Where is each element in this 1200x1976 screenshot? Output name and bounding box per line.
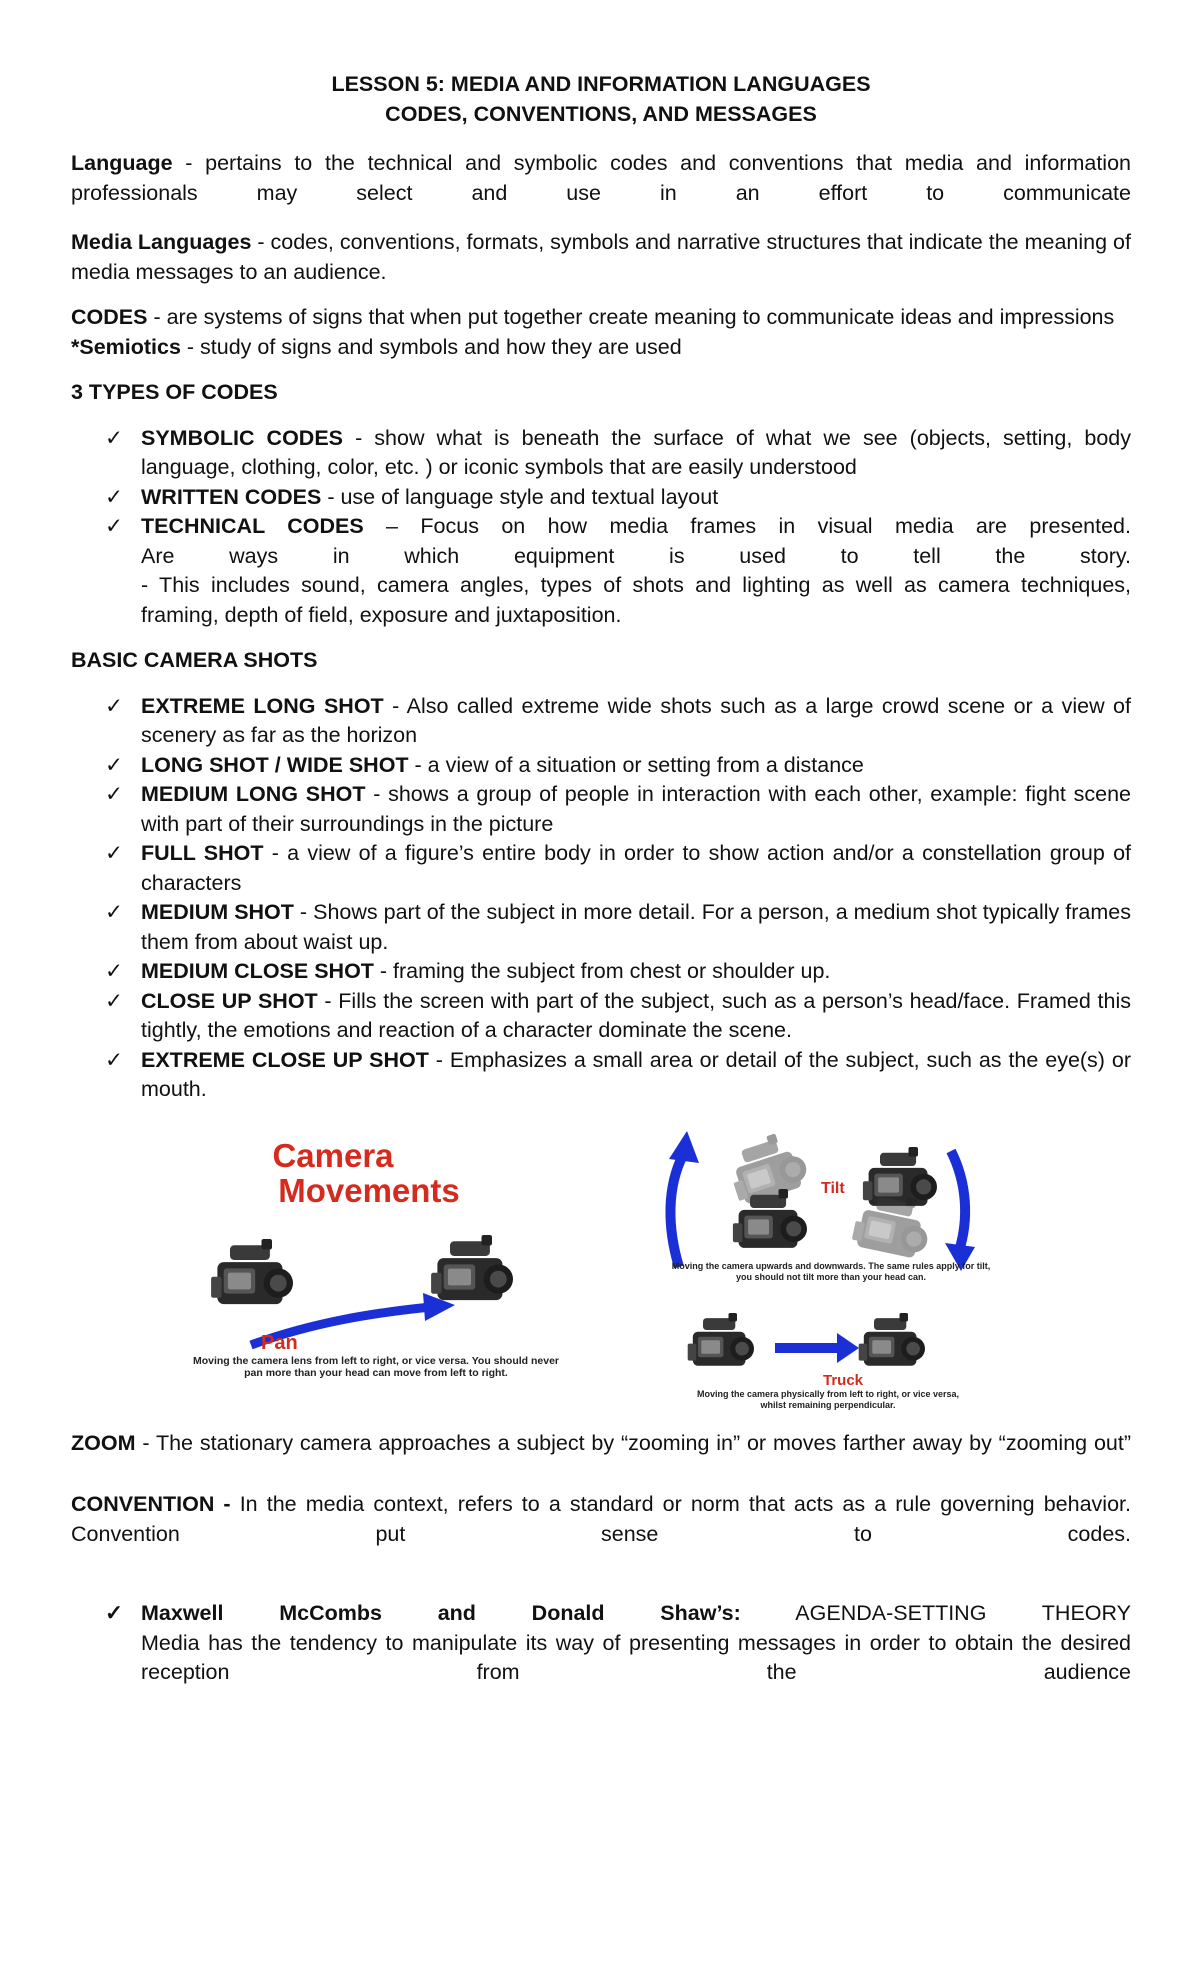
media-languages-definition (71, 228, 1131, 287)
pan-right-camera-icon (431, 1235, 513, 1300)
agenda-text: Media has the tendency to manipulate its way of presenting messages in order to obtain the desired reception from the audience (141, 1630, 1131, 1684)
camera-movements-illustration (71, 1127, 1131, 1417)
truck-left-camera-icon (688, 1313, 754, 1366)
agenda-setting-list (71, 1599, 1131, 1688)
agenda-authors: Maxwell McCombs and Donald Shaw’s: (141, 1601, 741, 1625)
codes-text: - are systems of signs that when put together create meaning to communicate ideas and impressions (147, 305, 1115, 329)
code-text-line2: Are ways in which equipment is used to tell the story. (141, 543, 1131, 568)
checkmark-icon: ✓ (105, 484, 124, 509)
code-term: SYMBOLIC CODES (141, 425, 343, 450)
list-item (105, 957, 1131, 987)
zoom-text: - The stationary camera approaches a subject by “zooming in” or moves farther away by “zooming out” (135, 1430, 1131, 1455)
types-of-codes-heading: 3 TYPES OF CODES (71, 380, 278, 404)
checkmark-icon: ✓ (105, 900, 124, 924)
list-item (105, 1599, 1131, 1688)
shot-text: - Shows part of the subject in more detail. For a person, a medium shot typically frames them from about waist up. (141, 900, 1131, 954)
media-languages-term: Media Languages (71, 230, 252, 254)
shot-text: - a view of a figure’s entire body in order to show action and/or a constellation group of characters (141, 841, 1132, 895)
truck-arrowhead-icon (837, 1333, 859, 1363)
checkmark-icon: ✓ (105, 782, 124, 806)
checkmark-icon: ✓ (105, 959, 124, 983)
list-item (105, 780, 1131, 839)
checkmark-icon: ✓ (105, 693, 124, 718)
codes-term: CODES (71, 305, 148, 329)
list-item (105, 1046, 1131, 1105)
tilt-down-arrow-icon (951, 1151, 965, 1251)
semiotics-text: - study of signs and symbols and how they are used (180, 334, 682, 359)
shot-term: MEDIUM CLOSE SHOT (141, 959, 374, 983)
shot-text: - Emphasizes a small area or detail of the subject, such as the eye(s) or mouth. (141, 1047, 1131, 1101)
list-item (105, 751, 1131, 781)
pan-left-camera-icon (211, 1239, 293, 1304)
figure-title-line2: Movements (278, 1171, 460, 1209)
convention-text: In the media context, refers to a standard or norm that acts as a rule governing behavior. Convention put sense to codes. (71, 1492, 1131, 1546)
pan-caption: Moving the camera lens from left to right, or vice versa. You should never pan more than your head can move from left to right. (192, 1354, 560, 1379)
shot-text: - a view of a situation or setting from a distance (408, 752, 864, 777)
language-definition (71, 149, 1131, 208)
semiotics-term: *Semiotics (71, 334, 181, 359)
shot-text: - shows a group of people in interaction with each other, example: fight scene with part of their surroundings in the picture (141, 782, 1131, 836)
list-item (105, 898, 1131, 957)
checkmark-icon: ✓ (105, 514, 124, 538)
codes-definition (71, 303, 1131, 333)
convention-definition (71, 1490, 1131, 1549)
code-text: - use of language style and textual layout (321, 484, 719, 509)
shot-text: - Also called extreme wide shots such as a large crowd scene or a view of scenery as far as the horizon (141, 693, 1131, 747)
lesson-subtitle: CODES, CONVENTIONS, AND MESSAGES (385, 101, 817, 126)
shot-term: FULL SHOT (141, 841, 264, 865)
code-term: TECHNICAL CODES (141, 514, 364, 538)
tilt-up-arrow-icon (670, 1155, 683, 1267)
language-text: - pertains to the technical and symbolic codes and conventions that media and information professionals may select and use in an effort to communicate (71, 151, 1131, 205)
agenda-theory-name: AGENDA-SETTING THEORY (740, 1601, 1131, 1625)
checkmark-icon: ✓ (105, 425, 124, 450)
shot-term: CLOSE UP SHOT (141, 988, 318, 1013)
semiotics-definition (71, 333, 1131, 363)
document-page (71, 70, 1131, 1688)
checkmark-icon: ✓ (105, 841, 124, 865)
shot-term: EXTREME CLOSE UP SHOT (141, 1047, 429, 1072)
code-term: WRITTEN CODES (141, 484, 322, 509)
tilt-up-arrowhead-icon (669, 1131, 699, 1163)
shot-term: EXTREME LONG SHOT (141, 693, 384, 718)
shot-text: - Fills the screen with part of the subject, such as a person’s head/face. Framed this tightly, the emotions and reaction of a character dominate the scene. (141, 988, 1131, 1042)
shot-term: MEDIUM LONG SHOT (141, 782, 366, 806)
zoom-term: ZOOM (71, 1430, 136, 1455)
list-item (105, 987, 1131, 1046)
media-languages-text: - codes, conventions, formats, symbols and narrative structures that indicate the meaning of media messages to an audience. (71, 230, 1131, 284)
code-text: - show what is beneath the surface of what we see (objects, setting, body language, clothing, color, etc. ) or iconic symbols that are easily understood (141, 425, 1132, 479)
list-item (105, 483, 1131, 513)
checkmark-icon: ✓ (105, 1047, 124, 1072)
list-item (105, 692, 1131, 751)
shot-term: LONG SHOT / WIDE SHOT (141, 752, 409, 777)
truck-arrow-icon (775, 1343, 839, 1353)
lesson-title: LESSON 5: MEDIA AND INFORMATION LANGUAGES (331, 72, 871, 96)
tilt-ghost-camera-icon (723, 1127, 812, 1206)
tilt-label: Tilt (821, 1179, 845, 1197)
camera-shots-heading: BASIC CAMERA SHOTS (71, 648, 318, 672)
list-item (105, 512, 1131, 630)
checkmark-icon: ✓ (105, 988, 124, 1013)
truck-caption: Moving the camera physically from left to right, or vice versa, whilst remaining perpendicular. (696, 1388, 960, 1409)
shot-text: - framing the subject from chest or shoulder up. (373, 959, 831, 983)
pan-label: Pan (261, 1331, 298, 1354)
checkmark-icon: ✓ (105, 1601, 124, 1625)
tilt-camera-right-icon (863, 1147, 937, 1206)
code-text: – Focus on how media frames in visual media are presented. (363, 514, 1131, 538)
language-term: Language (71, 151, 173, 175)
truck-right-camera-icon (859, 1313, 925, 1366)
camera-movements-figure (71, 1127, 1131, 1417)
camera-shots-list (71, 692, 1131, 1105)
list-item (105, 424, 1132, 483)
tilt-caption: Moving the camera upwards and downwards. The same rules apply for tilt, you should not tilt more than your head can. (671, 1260, 991, 1281)
zoom-definition (71, 1429, 1131, 1459)
checkmark-icon: ✓ (105, 752, 124, 777)
types-of-codes-list (71, 424, 1131, 631)
convention-term: CONVENTION - (71, 1492, 231, 1516)
shot-term: MEDIUM SHOT (141, 900, 294, 924)
list-item (105, 839, 1132, 898)
code-text-line3: - This includes sound, camera angles, types of shots and lighting as well as camera techniques, framing, depth of field, exposure and juxtaposition. (141, 573, 1131, 627)
figure-title-line1: Camera (272, 1136, 394, 1174)
truck-label: Truck (823, 1371, 864, 1389)
